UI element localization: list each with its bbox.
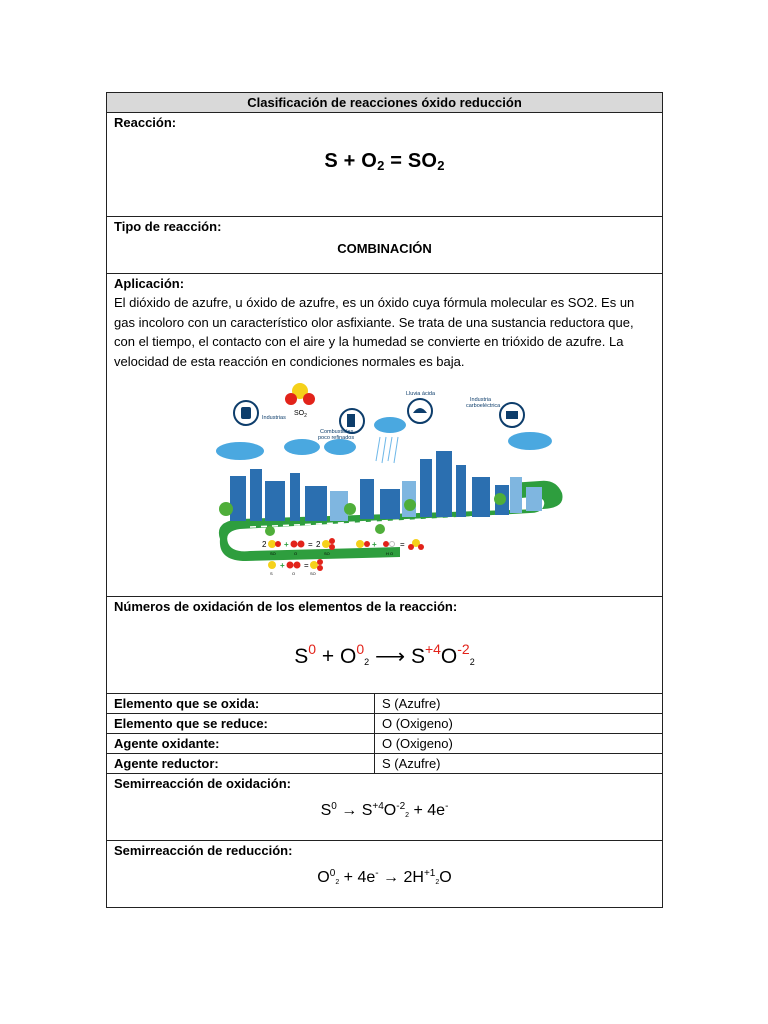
acid-rain: [376, 437, 398, 463]
reduction-half-reaction-cell: [107, 841, 663, 908]
svg-text:poco refinados: poco refinados: [318, 435, 355, 441]
reaction-type-cell: [107, 217, 663, 274]
reaction-o-subscript: 2: [377, 158, 385, 173]
svg-text:=: =: [308, 540, 313, 549]
svg-text:2: 2: [316, 540, 321, 549]
document-title: Clasificación de reacciones óxido reducción: [107, 93, 663, 113]
svg-text:+: +: [372, 540, 377, 549]
oxidation-numbers-cell: [107, 597, 663, 694]
svg-text:Industrias: Industrias: [262, 415, 286, 421]
svg-text:O: O: [294, 551, 298, 556]
svg-text:2: 2: [262, 540, 267, 549]
svg-text:Industria: Industria: [470, 397, 492, 403]
lluvia-badge: [406, 391, 436, 423]
oxidation-half-reaction-label: Semirreacción de oxidación:: [114, 776, 292, 791]
pair-value: S (Azufre): [375, 754, 663, 774]
molecule-equation-1: [262, 538, 335, 550]
svg-text:S: S: [270, 571, 273, 576]
reduction-half-reaction-label: Semirreacción de reducción:: [114, 843, 293, 858]
oxidation-half-reaction-cell: [107, 774, 663, 841]
application-label: Aplicación:: [114, 276, 185, 291]
combustibles-badge: [318, 409, 364, 441]
pair-value: O (Oxigeno): [375, 734, 663, 754]
industrias-badge: [234, 401, 286, 425]
pair-value: O (Oxigeno): [375, 714, 663, 734]
so2-figure-label: $SO_2$: [294, 410, 307, 419]
pair-value: S (Azufre): [375, 694, 663, 714]
pair-key: Elemento que se oxida:: [107, 694, 375, 714]
svg-text:O: O: [292, 571, 296, 576]
svg-text:H O: H O: [386, 551, 394, 556]
classification-table: [106, 92, 663, 908]
application-text: El dióxido de azufre, u óxido de azufre, es un óxido cuya fórmula molecular es SO2. Es un gas incoloro con un característico olor asfixiante. Se trata de una sustancia reductora que, con el tiempo, el contacto con el aire y la humedad se convierte en trióxido de azufre. La velocidad de esta reacción en condiciones normales es baja.: [114, 295, 635, 369]
svg-text:carboeléctrica: carboeléctrica: [466, 403, 501, 409]
reaction-equation: [114, 152, 655, 175]
pair-key: Agente oxidante:: [107, 734, 375, 754]
city-skyline: [230, 451, 509, 521]
reaction-type-label: Tipo de reacción:: [114, 219, 222, 234]
pair-key: Elemento que se reduce:: [107, 714, 375, 734]
reaction-type-value: COMBINACIÓN: [337, 241, 432, 256]
svg-text:+: +: [284, 540, 289, 549]
svg-text:SO: SO: [324, 551, 330, 556]
svg-text:=: =: [304, 561, 309, 570]
reaction-cell: [107, 113, 663, 217]
molecule-equation-3: [268, 559, 323, 571]
reaction-lhs: S + O: [324, 150, 378, 172]
reaction-rhs: = SO: [384, 150, 438, 172]
oxidation-numbers-label: Números de oxidación de los elementos de la reacción:: [114, 599, 458, 614]
svg-text:Combustibles: Combustibles: [320, 429, 354, 435]
oxidation-half-reaction-equation: $S^0 \to S^{+4}O^{-2}_2 + 4e^-$: [320, 801, 449, 819]
carboelectrica-badge: [466, 397, 524, 427]
so2-molecule-icon: [285, 383, 315, 405]
clouds: [216, 417, 552, 460]
acid-rain-infographic: [210, 381, 570, 577]
svg-text:+: +: [280, 561, 285, 570]
pair-key: Agente reductor:: [107, 754, 375, 774]
svg-text:SO: SO: [310, 571, 316, 576]
reaction-rhs-subscript: 2: [437, 158, 445, 173]
reaction-label: Reacción:: [114, 115, 177, 130]
svg-text:Lluvia ácida: Lluvia ácida: [406, 391, 436, 397]
svg-text:SO: SO: [270, 551, 276, 556]
svg-text:=: =: [400, 540, 405, 549]
application-cell: [107, 274, 663, 597]
reduction-half-reaction-equation: $O^0_2 + 4e^- \to 2H^{+1}_2O$: [317, 868, 452, 886]
oxidation-numbers-equation: $S^0 + O^0_2$ ⟶ $S^{+4}O^{-2}_2$: [294, 641, 475, 668]
